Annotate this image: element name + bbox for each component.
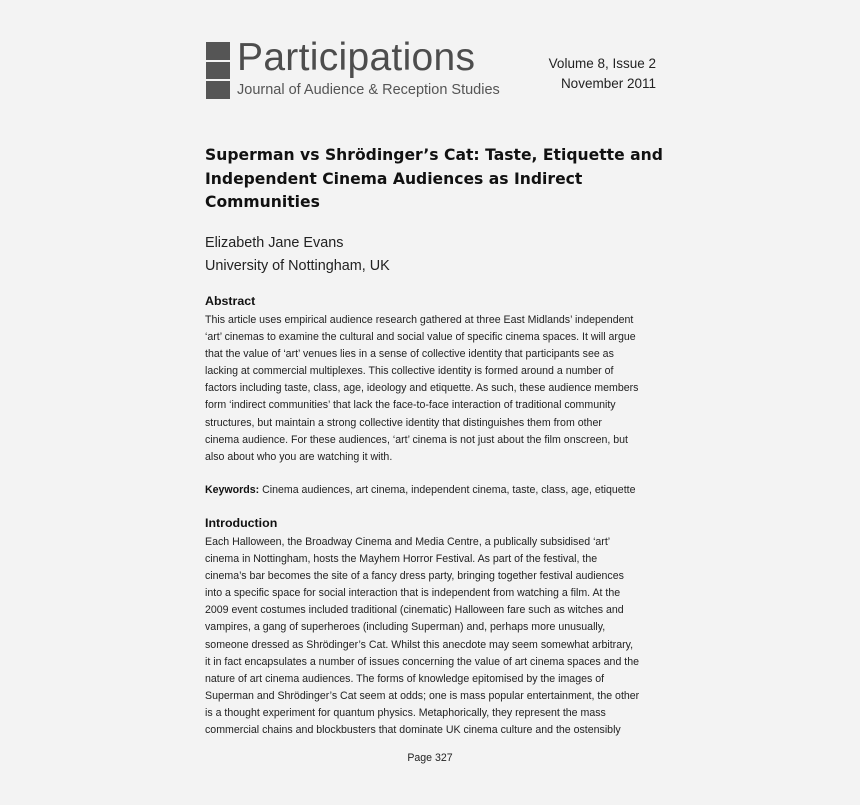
keywords-label: Keywords: [205,484,260,496]
intro-line: Each Halloween, the Broadway Cinema and Media Centre, a publically subsidised ‘art’ [205,536,611,548]
abstract-line: that the value of ‘art’ venues lies in a sense of collective identity that participants see as [205,348,614,361]
author-affiliation: University of Nottingham, UK [205,258,390,274]
issue-date: November 2011 [560,76,656,91]
abstract-line: ‘art’ cinemas to examine the cultural and social value of specific cinema spaces. It will argue [205,331,636,344]
abstract-line: factors including taste, class, age, ideology and etiquette. As such, these audience members [205,382,639,395]
intro-line: cinema’s bar becomes the site of a fancy dress party, bringing together festival audiences [205,570,624,583]
logo-mark-icon [206,42,230,99]
journal-name: Participations [237,36,476,79]
abstract-line: structures, but maintain a strong collective identity that distinguishes them from other [205,416,602,429]
abstract-line: form ‘indirect communities’ that lack the face-to-face interaction of traditional community [205,399,616,412]
volume-issue: Volume 8, Issue 2 [548,56,656,71]
intro-line: it in fact encapsulates a number of issues concerning the value of art cinema spaces and the [205,655,640,668]
issue-info [549,54,656,94]
introduction-body [205,534,660,739]
intro-line: Superman and Shrödinger’s Cat seem at odds; one is mass popular entertainment, the other [205,689,640,702]
abstract-line: also about who you are watching it with. [205,450,393,463]
intro-line: nature of art cinema audiences. The forms of knowledge epitomised by the images of [205,672,605,685]
author-name: Elizabeth Jane Evans [205,235,344,251]
article-title [205,144,665,215]
keywords-text: Cinema audiences, art cinema, independent cinema, taste, class, age, etiquette [259,484,636,496]
journal-logo [206,36,500,102]
intro-line: 2009 event costumes included traditional (cinematic) Halloween fare such as witches and [205,604,624,617]
keywords [205,482,660,499]
author-block [205,232,390,278]
intro-line: is a thought experiment for quantum physics. Metaphorically, they represent the mass [205,706,606,719]
abstract-line: lacking at commercial multiplexes. This collective identity is formed around a number of [205,365,614,378]
journal-subtitle: Journal of Audience & Reception Studies [237,82,500,98]
page-number: Page 327 [407,752,453,764]
introduction-heading: Introduction [205,516,278,530]
intro-line: commercial chains and blockbusters that dominate UK cinema culture and the ostensibly [205,724,621,737]
intro-line: someone dressed as Shrödinger’s Cat. Whilst this anecdote may seem somewhat arbitrary, [205,638,634,651]
abstract-heading: Abstract [205,294,256,308]
abstract-body [205,312,660,466]
abstract-line: This article uses empirical audience research gathered at three East Midlands’ independent [205,314,634,326]
title-line: Superman vs Shrödinger’s Cat: Taste, Etiquette and [205,146,663,164]
abstract-line: cinema audience. For these audiences, ‘art’ cinema is not just about the film onscreen, but [205,433,628,446]
intro-line: cinema in Nottingham, hosts the Mayhem Horror Festival. As part of the festival, the [205,553,598,566]
title-line: Independent Cinema Audiences as Indirect [205,169,583,188]
intro-line: vampires, a gang of superheroes (including Superman) and, perhaps more unusually, [205,621,606,634]
intro-line: into a specific space for social interaction that is independent from watching a film. At the [205,587,621,600]
title-line: Communities [205,193,320,211]
